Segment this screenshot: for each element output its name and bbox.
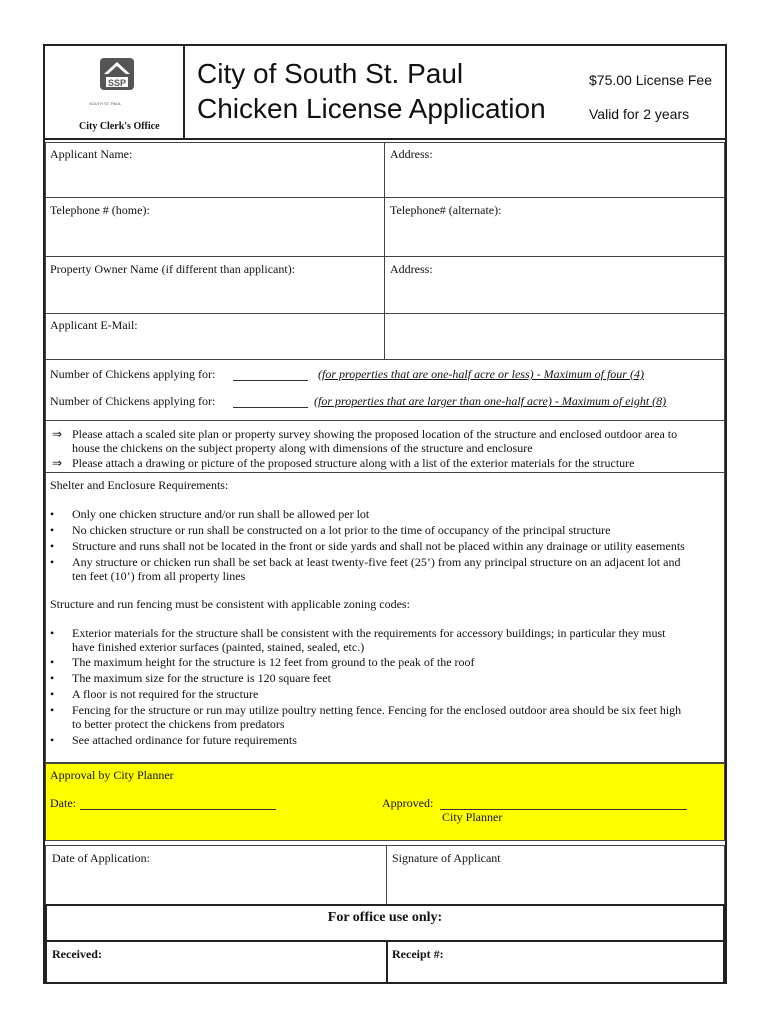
address-field-2[interactable]: Address: [390,262,433,276]
chickens-count-large-input[interactable] [233,393,308,408]
title-line1: City of South St. Paul [197,58,464,89]
grid-row-line-1 [45,197,725,198]
chickens-note-small: (for properties that are one-half acre or less) - Maximum of four (4) [318,367,644,381]
arrow-icon: ⇒ [52,427,63,441]
attach-item1-line2: house the chickens on the subject property along with dimensions of the structure and enclosure [72,441,533,455]
city-planner-caption: City Planner [442,810,503,824]
office-use-heading: For office use only: [327,910,443,925]
signature-field[interactable]: Signature of Applicant [392,851,501,865]
attach-item2: Please attach a drawing or picture of the proposed structure along with a list of the exterior materials for the structure [72,456,635,470]
logo-cell [45,46,185,138]
telephone-home-field[interactable]: Telephone # (home): [50,203,150,217]
grid-row-line-2 [45,256,725,257]
chickens-count-small-input[interactable] [233,366,308,381]
fencing-heading: Structure and run fencing must be consistent with applicable zoning codes: [50,597,410,611]
list-item-continuation: ten feet (10’) from all property lines [72,569,246,583]
approval-heading: Approval by City Planner [50,768,174,782]
validity-text: Valid for 2 years [589,106,690,122]
office-use-divider [45,940,725,942]
owner-name-field[interactable]: Property Owner Name (if different than applicant): [50,262,296,276]
attach-item1-line1: Please attach a scaled site plan or property survey showing the proposed location of the structure and enclosed outdoor area to [72,427,678,441]
chickens-note-large: (for properties that are larger than one-half acre) - Maximum of eight (8) [314,394,667,408]
approved-label: Approved: [382,796,434,810]
approval-date-input[interactable] [80,795,276,810]
chickens-label-small: Number of Chickens applying for: [50,367,216,381]
city-logo-icon [97,56,137,100]
date-of-application-field[interactable]: Date of Application: [52,851,150,865]
applicant-grid [45,142,725,360]
logo-subtext: SOUTH ST. PAUL [89,101,122,106]
received-field[interactable]: Received: [52,947,102,961]
grid-row-line-3 [45,313,725,314]
grid-vertical-divider [384,142,385,360]
chickens-label-large: Number of Chickens applying for: [50,394,216,408]
approval-date-label: Date: [50,796,76,810]
approved-signature-input[interactable] [440,795,687,810]
list-item-continuation: have finished exterior surfaces (painted, stained, sealed, etc.) [72,640,365,654]
email-field[interactable]: Applicant E-Mail: [50,318,138,332]
receipt-field[interactable]: Receipt #: [392,947,444,961]
address-field-1[interactable]: Address: [390,147,433,161]
applicant-name-field[interactable]: Applicant Name: [50,147,133,161]
arrow-icon: ⇒ [52,456,63,470]
signature-divider [386,845,387,905]
header-divider [45,138,725,140]
svg-text:SSP: SSP [107,78,127,88]
title-line2: Chicken License Application [197,93,546,124]
office-label: City Clerk's Office [79,121,160,132]
fee-text: $75.00 License Fee [589,72,712,88]
list-item-continuation: to better protect the chickens from predators [72,717,285,731]
office-use-vertical-divider [386,941,388,982]
telephone-alt-field[interactable]: Telephone# (alternate): [390,203,502,217]
shelter-heading: Shelter and Enclosure Requirements: [50,478,229,492]
